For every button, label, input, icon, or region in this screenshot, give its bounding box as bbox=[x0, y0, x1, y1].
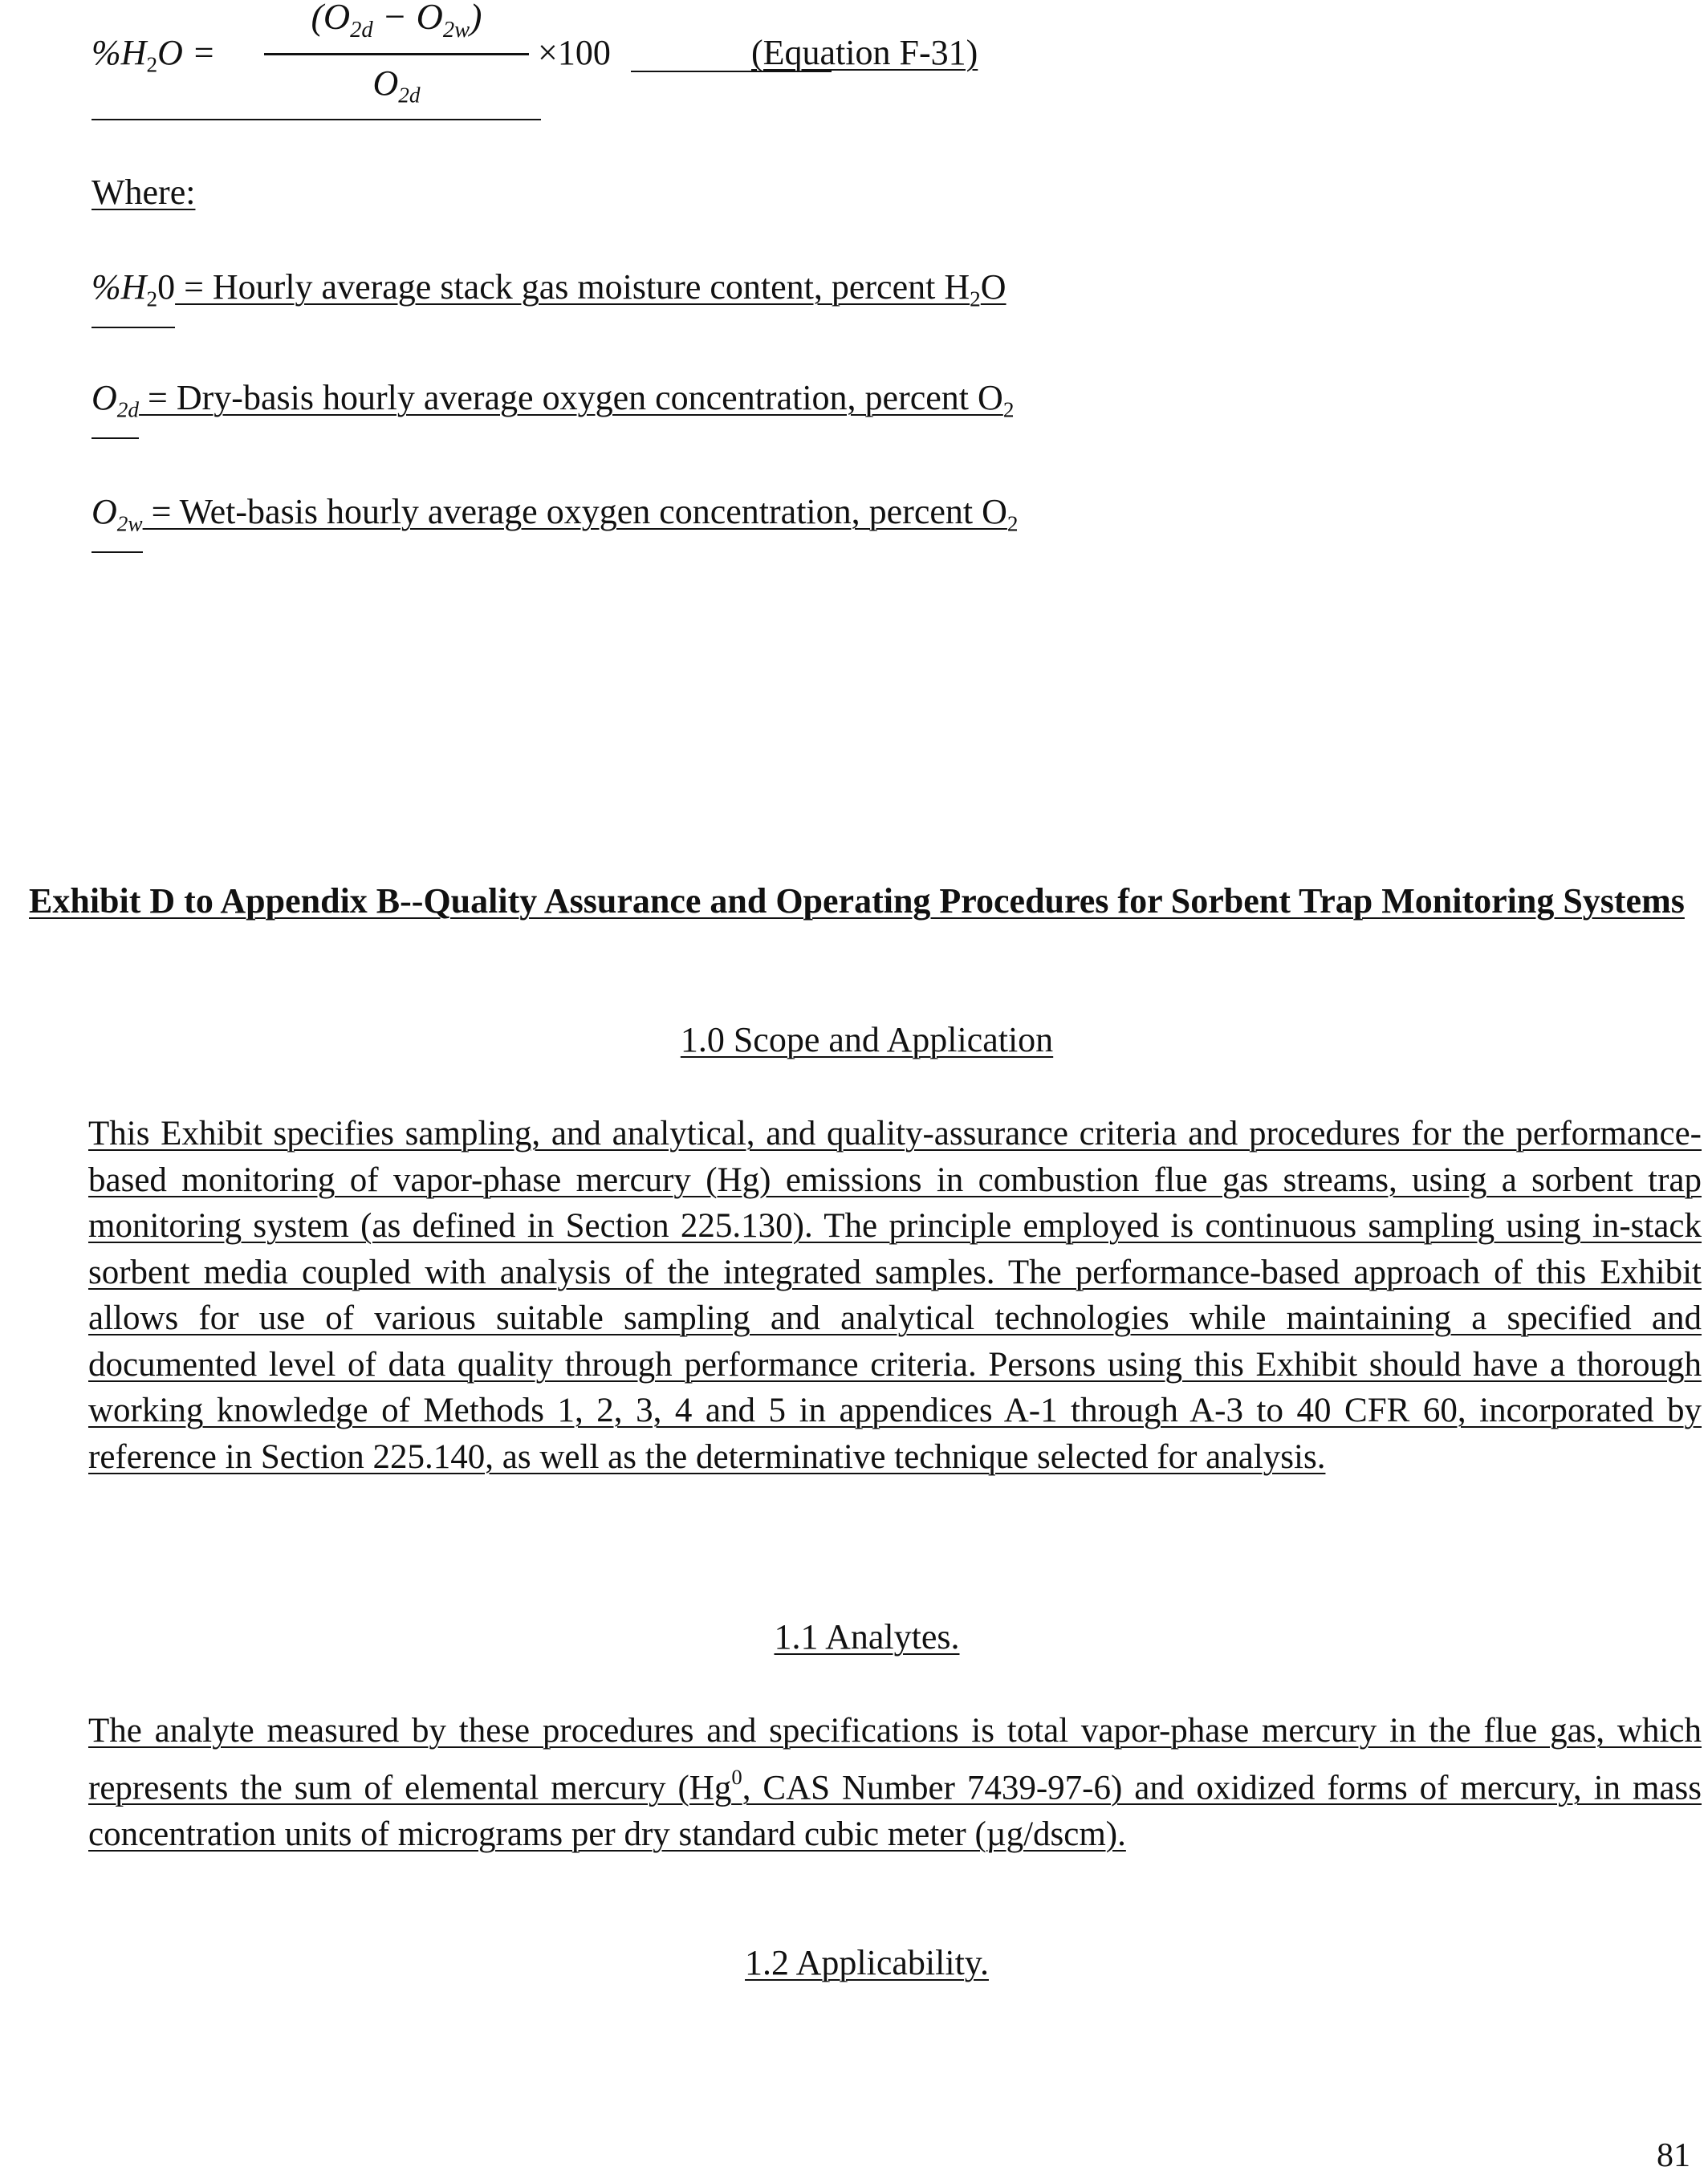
equation-multiplier: ×100 bbox=[538, 33, 611, 72]
paragraph-analytes: The analyte measured by these procedures and specifications is total vapor-phase mercury in the flue gas, which represents the sum of elemental mercury (Hg$^0$, CAS Number 7439-97-6) and oxidized forms of mercury, in mass concentration units of micrograms per dry standard cubic meter (µg/dscm). bbox=[88, 1712, 1702, 1853]
variable-definition-o2w: $O_{2w}$ = Wet-basis hourly average oxygen concentration, percent $O_2$ bbox=[92, 491, 1019, 553]
variable-definition-o2d: $O_{2d}$ = Dry-basis hourly average oxygen concentration, percent $O_2$ bbox=[92, 377, 1014, 439]
equation-denominator: $O_{2d}$ bbox=[372, 63, 421, 108]
equation-label: (Equation F-31) bbox=[751, 33, 978, 72]
page-number: 81 bbox=[1657, 2137, 1690, 2174]
paragraph-scope: This Exhibit specifies sampling, and analytical, and quality-assurance criteria and procedures for the performance-based monitoring of vapor-phase mercury (Hg) emissions in combustion flue gas streams, using a sorbent trap monitoring system (as defined in Section 225.130). The principle employed is continuous sampling using in-stack sorbent media coupled with analysis of the integrated samples. The performance-based approach of this Exhibit allows for use of various suitable sampling and analytical technologies while maintaining a specified and documented level of data quality through performance criteria. Persons using this Exhibit should have a thorough working knowledge of Methods 1, 2, 3, 4 and 5 in appendices A-1 through A-3 to 40 CFR 60, incorporated by reference in Section 225.140, as well as the determinative technique selected for analysis. bbox=[88, 1115, 1702, 1476]
variable-definition-h2o: $\%H_20$ = Hourly average stack gas moisture content, percent $H_2O$ bbox=[92, 266, 1007, 328]
exhibit-heading: Exhibit D to Appendix B--Quality Assurance and Operating Procedures for Sorbent Trap Monitoring Systems bbox=[29, 881, 1685, 921]
equation-lhs: $\%H_2O$ = bbox=[92, 33, 216, 77]
equation-numerator: $(O_{2d} - O_{2w})$ bbox=[311, 0, 482, 43]
fraction-bar bbox=[264, 53, 529, 55]
variable-symbol: $O_{2w}$ bbox=[92, 491, 143, 553]
equation-fraction bbox=[256, 0, 537, 120]
equation-underline bbox=[92, 119, 541, 120]
variable-symbol: $\%H_20$ bbox=[92, 266, 175, 328]
equation-f31 bbox=[92, 0, 1023, 128]
section-title-scope: 1.0 Scope and Application bbox=[680, 1020, 1054, 1059]
variable-symbol: $O_{2d}$ bbox=[92, 377, 139, 439]
where-label: Where: bbox=[92, 173, 196, 212]
section-title-analytes: 1.1 Analytes. bbox=[774, 1617, 960, 1657]
section-title-applicability: 1.2 Applicability. bbox=[745, 1943, 989, 1982]
